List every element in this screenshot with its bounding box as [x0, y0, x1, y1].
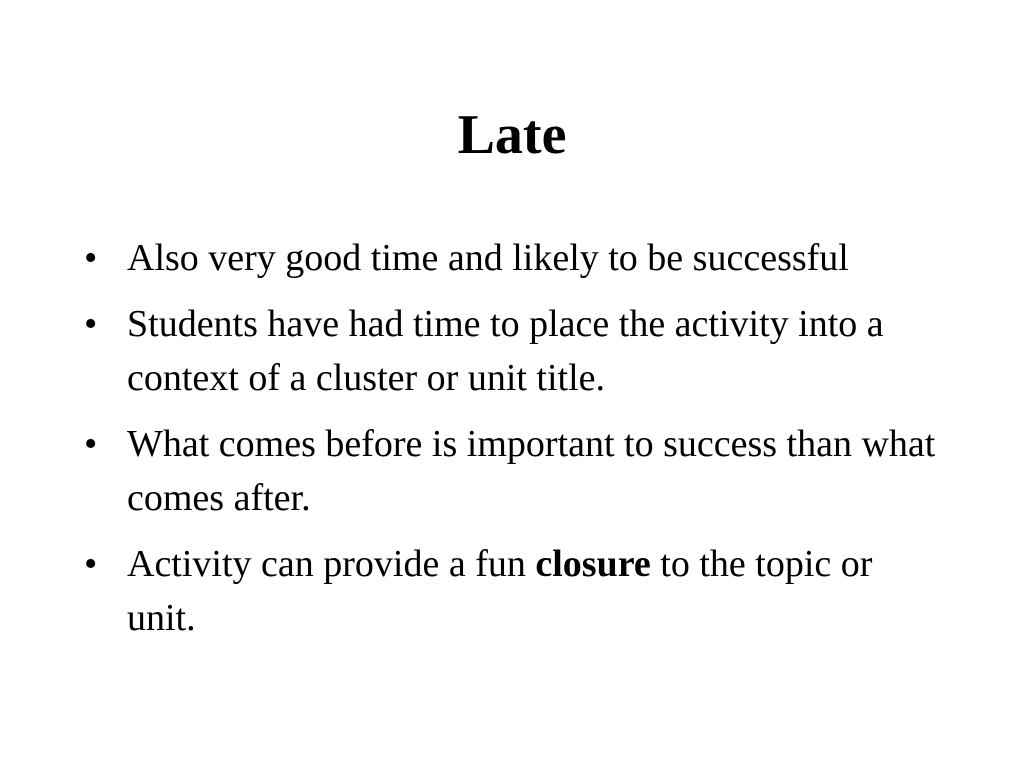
- bullet-icon: •: [84, 303, 98, 345]
- bullet-text: Also very good time and likely to be successful: [127, 237, 849, 279]
- bullet-item: [84, 297, 944, 405]
- bullet-icon: •: [84, 543, 98, 585]
- bullet-icon: •: [84, 237, 98, 279]
- bullet-item: [84, 537, 944, 645]
- bullet-text: Students have had time to place the activity into a context of a cluster or unit title.: [127, 303, 884, 399]
- bullet-list: [84, 231, 944, 657]
- bullet-item: [84, 231, 944, 285]
- bullet-text-before: Activity can provide a fun: [127, 543, 536, 585]
- bullet-item: [84, 417, 944, 525]
- bullet-text-after: to the topic or unit.: [127, 543, 873, 639]
- slide-title: Late: [457, 104, 567, 166]
- bullet-text-bold: closure: [535, 543, 651, 585]
- bullet-icon: •: [84, 423, 98, 465]
- bullet-text: What comes before is important to success than what comes after.: [127, 423, 936, 519]
